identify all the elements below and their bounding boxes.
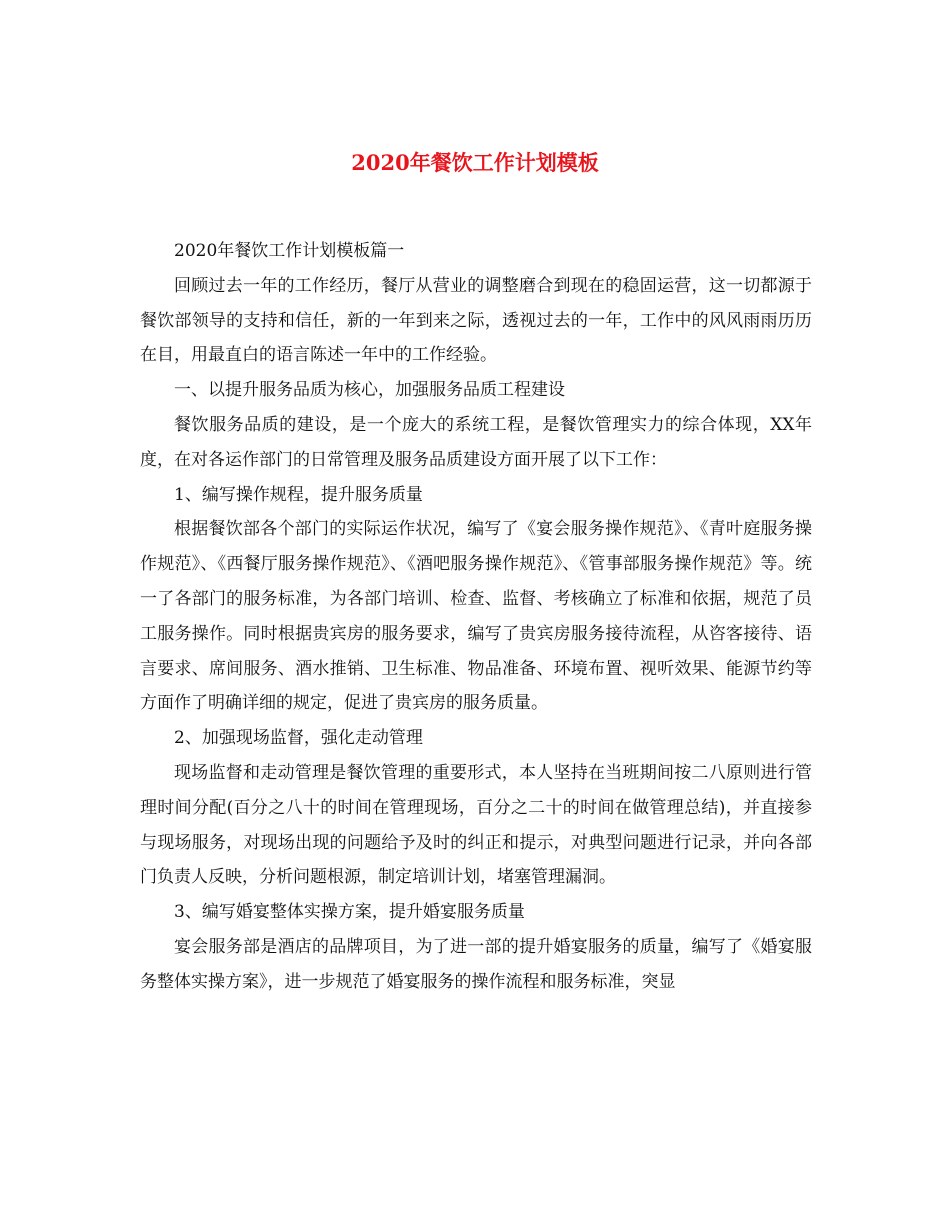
- paragraph: 现场监督和走动管理是餐饮管理的重要形式，本人坚持在当班期间按二八原则进行管理时间分配(百分之八十的时间在管理现场，百分之二十的时间在做管理总结)，并直接参与现场服务，对现场出现的问题给予及时的纠正和提示，对典型问题进行记录，并向各部门负责人反映，分析问题根源，制定培训计划，堵塞管理漏洞。: [140, 762, 812, 888]
- paragraph: 回顾过去一年的工作经历，餐厅从营业的调整磨合到现在的稳固运营，这一切都源于餐饮部领导的支持和信任，新的一年到来之际，透视过去的一年，工作中的风风雨雨历历在目，用最直白的语言陈述一年中的工作经验。: [140, 275, 812, 366]
- document-title: 2020年餐饮工作计划模板: [351, 150, 599, 175]
- subsection-heading: 2、加强现场监督，强化走动管理: [174, 728, 423, 749]
- document-body: [140, 234, 812, 1000]
- section-heading: 2020年餐饮工作计划模板篇一: [174, 241, 405, 261]
- paragraph: 宴会服务部是酒店的品牌项目，为了进一部的提升婚宴服务的质量，编写了《婚宴服务整体实操方案》，进一步规范了婚宴服务的操作流程和服务标准，突显: [140, 936, 812, 992]
- subsection-heading: 3、编写婚宴整体实操方案，提升婚宴服务质量: [174, 902, 525, 923]
- paragraph: 餐饮服务品质的建设，是一个庞大的系统工程，是餐饮管理实力的综合体现，XX年度，在对各运作部门的日常管理及服务品质建设方面开展了以下工作：: [140, 414, 812, 470]
- section-heading: 一、以提升服务品质为核心，加强服务品质工程建设: [174, 380, 565, 401]
- paragraph: 根据餐饮部各个部门的实际运作状况，编写了《宴会服务操作规范》、《青叶庭服务操作规范》、《西餐厅服务操作规范》、《酒吧服务操作规范》、《管事部服务操作规范》等。统一了各部门的服务标准，为各部门培训、检查、监督、考核确立了标准和依据，规范了员工服务操作。同时根据贵宾房的服务要求，编写了贵宾房服务接待流程，从咨客接待、语言要求、席间服务、酒水推销、卫生标准、物品准备、环境布置、视听效果、能源节约等方面作了明确详细的规定，促进了贵宾房的服务质量。: [140, 519, 812, 714]
- subsection-heading: 1、编写操作规程，提升服务质量: [174, 484, 423, 505]
